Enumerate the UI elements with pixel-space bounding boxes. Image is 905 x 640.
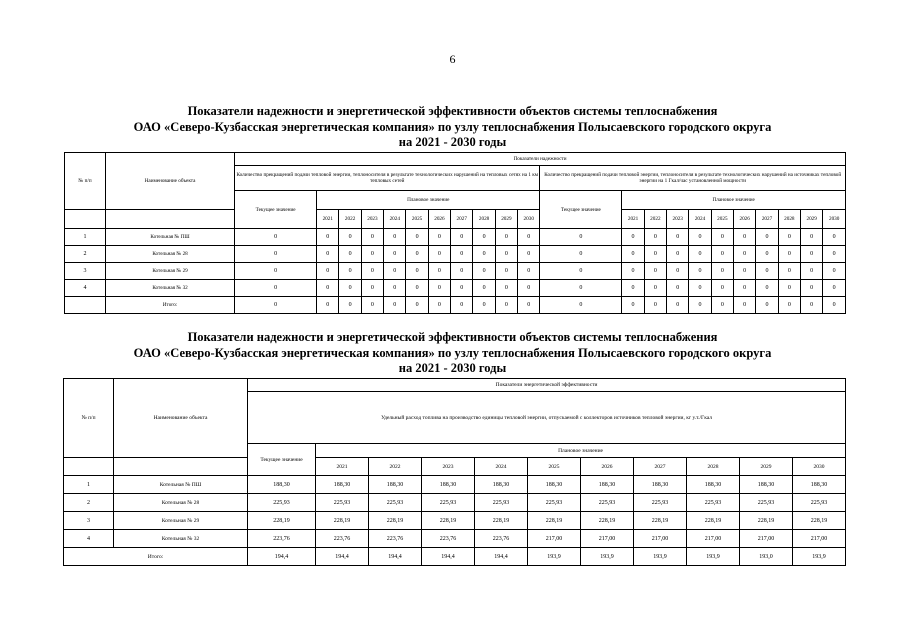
total-current: 0 [235, 296, 317, 313]
planned-value: 188,30 [634, 476, 687, 494]
total-value: 0 [801, 296, 823, 313]
planned-value: 0 [711, 263, 733, 280]
planned-value: 0 [801, 229, 823, 246]
row-number: 2 [64, 494, 114, 512]
planned-value: 228,19 [316, 512, 369, 530]
year-header: 2029 [495, 210, 517, 229]
title-line: Показатели надежности и энергетической эффективности объектов системы теплоснабжения [187, 330, 718, 344]
planned-value: 0 [689, 246, 711, 263]
title-line: ОАО «Северо-Кузбасская энергетическая компания» по узлу теплоснабжения Полысаевского городского округа [133, 345, 772, 360]
planned-value: 0 [667, 246, 689, 263]
row-number: 3 [64, 512, 114, 530]
planned-value: 225,93 [369, 494, 422, 512]
col-header-planned: Плановое значение [622, 191, 846, 210]
planned-value: 0 [406, 229, 428, 246]
planned-value: 188,30 [475, 476, 528, 494]
planned-value: 0 [317, 246, 339, 263]
year-header: 2027 [451, 210, 473, 229]
total-value: 193,9 [793, 548, 846, 566]
total-value: 0 [495, 296, 517, 313]
total-value: 0 [428, 296, 450, 313]
planned-value: 0 [428, 229, 450, 246]
object-name: Котельная № 29 [105, 263, 234, 280]
total-value: 0 [734, 296, 756, 313]
planned-value: 0 [384, 263, 406, 280]
table-row [65, 246, 846, 263]
planned-value: 0 [384, 229, 406, 246]
year-header: 2024 [689, 210, 711, 229]
planned-value: 0 [622, 263, 644, 280]
planned-value: 188,30 [793, 476, 846, 494]
year-header: 2023 [422, 458, 475, 476]
year-header: 2021 [316, 458, 369, 476]
col-header-object: Наименование объекта [105, 153, 234, 210]
object-name: Котельная № ПШ [114, 476, 248, 494]
planned-value: 225,93 [528, 494, 581, 512]
col-header-current: Текущее значение [235, 191, 317, 229]
object-name: Котельная № 28 [114, 494, 248, 512]
planned-value: 0 [473, 246, 495, 263]
year-header: 2023 [361, 210, 383, 229]
year-header: 2024 [384, 210, 406, 229]
planned-value: 0 [644, 246, 666, 263]
planned-value: 0 [622, 246, 644, 263]
planned-value: 0 [361, 280, 383, 297]
row-number: 2 [65, 246, 106, 263]
total-value: 0 [667, 296, 689, 313]
total-value: 0 [711, 296, 733, 313]
planned-value: 0 [518, 280, 540, 297]
current-value: 0 [235, 229, 317, 246]
planned-value: 0 [339, 263, 361, 280]
reliability-table [64, 152, 846, 314]
object-name: Котельная № 29 [114, 512, 248, 530]
planned-value: 0 [667, 263, 689, 280]
planned-value: 0 [518, 229, 540, 246]
planned-value: 0 [361, 263, 383, 280]
planned-value: 225,93 [793, 494, 846, 512]
planned-value: 0 [622, 229, 644, 246]
year-header: 2030 [793, 458, 846, 476]
row-number: 1 [65, 229, 106, 246]
planned-value: 228,19 [740, 512, 793, 530]
year-header: 2022 [339, 210, 361, 229]
planned-value: 188,30 [740, 476, 793, 494]
year-header: 2025 [406, 210, 428, 229]
planned-value: 0 [778, 263, 800, 280]
year-header: 2026 [581, 458, 634, 476]
planned-value: 0 [361, 246, 383, 263]
planned-value: 188,30 [528, 476, 581, 494]
current-value: 0 [540, 246, 622, 263]
planned-value: 0 [361, 229, 383, 246]
planned-value: 0 [778, 229, 800, 246]
total-value: 193,9 [687, 548, 740, 566]
planned-value: 0 [644, 229, 666, 246]
planned-value: 228,19 [369, 512, 422, 530]
planned-value: 0 [801, 263, 823, 280]
planned-value: 0 [823, 229, 846, 246]
planned-value: 0 [756, 246, 778, 263]
total-value: 0 [317, 296, 339, 313]
col-header-num: № п/п [65, 153, 106, 210]
col-header-current: Текущее значение [248, 444, 316, 476]
planned-value: 0 [473, 263, 495, 280]
object-name: Котельная № 32 [114, 530, 248, 548]
total-value: 0 [384, 296, 406, 313]
planned-value: 0 [778, 246, 800, 263]
total-value: 0 [756, 296, 778, 313]
planned-value: 228,19 [687, 512, 740, 530]
planned-value: 225,93 [422, 494, 475, 512]
total-value: 0 [339, 296, 361, 313]
planned-value: 188,30 [687, 476, 740, 494]
total-value: 193,9 [581, 548, 634, 566]
planned-value: 228,19 [634, 512, 687, 530]
row-number: 3 [65, 263, 106, 280]
planned-value: 228,19 [422, 512, 475, 530]
table-row [65, 280, 846, 297]
planned-value: 0 [384, 280, 406, 297]
planned-value: 0 [451, 263, 473, 280]
planned-value: 0 [756, 263, 778, 280]
planned-value: 0 [711, 280, 733, 297]
planned-value: 225,93 [475, 494, 528, 512]
planned-value: 0 [801, 280, 823, 297]
planned-value: 0 [406, 280, 428, 297]
current-value: 225,93 [248, 494, 316, 512]
planned-value: 0 [451, 246, 473, 263]
planned-value: 0 [756, 280, 778, 297]
planned-value: 223,76 [422, 530, 475, 548]
title-line: Показатели надежности и энергетической эффективности объектов системы теплоснабжения [187, 104, 718, 118]
empty-cell [64, 458, 114, 476]
total-value: 0 [451, 296, 473, 313]
planned-value: 217,00 [793, 530, 846, 548]
year-header: 2025 [711, 210, 733, 229]
planned-value: 223,76 [369, 530, 422, 548]
current-value: 0 [235, 246, 317, 263]
planned-value: 225,93 [634, 494, 687, 512]
year-header: 2027 [756, 210, 778, 229]
current-value: 0 [235, 280, 317, 297]
total-value: 193,9 [634, 548, 687, 566]
planned-value: 217,00 [634, 530, 687, 548]
total-current: 0 [540, 296, 622, 313]
planned-value: 0 [339, 229, 361, 246]
total-value: 193,0 [740, 548, 793, 566]
planned-value: 0 [778, 280, 800, 297]
planned-value: 225,93 [687, 494, 740, 512]
planned-value: 0 [667, 229, 689, 246]
planned-value: 0 [495, 229, 517, 246]
row-number: 4 [64, 530, 114, 548]
page-number: 6 [449, 52, 456, 66]
planned-value: 0 [644, 263, 666, 280]
year-header: 2021 [622, 210, 644, 229]
year-header: 2024 [475, 458, 528, 476]
total-label: Итого: [64, 548, 248, 566]
title-line: ОАО «Северо-Кузбасская энергетическая компания» по узлу теплоснабжения Полысаевского городского округа [133, 119, 772, 134]
planned-value: 0 [823, 280, 846, 297]
planned-value: 0 [667, 280, 689, 297]
planned-value: 0 [495, 263, 517, 280]
planned-value: 0 [317, 229, 339, 246]
planned-value: 0 [689, 263, 711, 280]
total-value: 194,4 [316, 548, 369, 566]
efficiency-table [63, 378, 846, 566]
planned-value: 225,93 [581, 494, 634, 512]
total-value: 0 [823, 296, 846, 313]
planned-value: 0 [406, 263, 428, 280]
total-value: 0 [689, 296, 711, 313]
col-header-current: Текущее значение [540, 191, 622, 229]
planned-value: 0 [689, 280, 711, 297]
year-header: 2023 [667, 210, 689, 229]
total-label: Итого: [105, 296, 234, 313]
planned-value: 225,93 [316, 494, 369, 512]
planned-value: 188,30 [369, 476, 422, 494]
table-row [64, 494, 846, 512]
year-header: 2026 [428, 210, 450, 229]
table-row [64, 530, 846, 548]
total-value: 194,4 [475, 548, 528, 566]
col-header-group: Удельный расход топлива на производство единицы тепловой энергии, отпускаемой с коллекторов источников тепловой энергии, кг у.т./Гкал [248, 392, 846, 444]
year-header: 2026 [734, 210, 756, 229]
total-value: 193,9 [528, 548, 581, 566]
planned-value: 217,00 [687, 530, 740, 548]
current-value: 0 [540, 229, 622, 246]
col-header-indicators: Показатели энергетической эффективности [248, 379, 846, 392]
col-header-num: № п/п [64, 379, 114, 458]
object-name: Котельная № ПШ [105, 229, 234, 246]
planned-value: 0 [756, 229, 778, 246]
total-row [64, 548, 846, 566]
year-header: 2028 [778, 210, 800, 229]
col-header-object: Наименование объекта [114, 379, 248, 458]
planned-value: 228,19 [581, 512, 634, 530]
total-value: 194,4 [369, 548, 422, 566]
year-header: 2028 [687, 458, 740, 476]
total-current: 194,4 [248, 548, 316, 566]
col-header-group2: Количество прекращений подачи тепловой энергии, теплоносителя в результате технологических нарушений на источниках тепловой энергии на 1 Гкал/час установленной мощности [540, 165, 846, 190]
planned-value: 228,19 [475, 512, 528, 530]
planned-value: 0 [428, 263, 450, 280]
planned-value: 0 [317, 263, 339, 280]
planned-value: 0 [711, 229, 733, 246]
planned-value: 0 [644, 280, 666, 297]
total-value: 0 [473, 296, 495, 313]
col-header-indicators: Показатели надежности [235, 153, 846, 166]
planned-value: 0 [428, 280, 450, 297]
total-value: 0 [644, 296, 666, 313]
table-row [64, 476, 846, 494]
col-header-planned: Плановое значение [316, 444, 846, 458]
empty-cell [114, 458, 248, 476]
planned-value: 188,30 [422, 476, 475, 494]
planned-value: 0 [622, 280, 644, 297]
table-row [65, 263, 846, 280]
planned-value: 188,30 [316, 476, 369, 494]
planned-value: 0 [339, 246, 361, 263]
planned-value: 0 [518, 263, 540, 280]
planned-value: 0 [406, 246, 428, 263]
planned-value: 0 [734, 263, 756, 280]
current-value: 0 [540, 280, 622, 297]
table-row [64, 512, 846, 530]
current-value: 228,19 [248, 512, 316, 530]
planned-value: 0 [451, 280, 473, 297]
year-header: 2025 [528, 458, 581, 476]
current-value: 0 [540, 263, 622, 280]
empty-cell [65, 296, 106, 313]
planned-value: 0 [495, 246, 517, 263]
table-row [65, 229, 846, 246]
planned-value: 0 [495, 280, 517, 297]
planned-value: 0 [734, 280, 756, 297]
object-name: Котельная № 28 [105, 246, 234, 263]
current-value: 188,30 [248, 476, 316, 494]
title-line: на 2021 - 2030 годы [398, 135, 507, 149]
title-line: на 2021 - 2030 годы [398, 361, 507, 375]
planned-value: 0 [473, 280, 495, 297]
total-value: 0 [361, 296, 383, 313]
row-number: 1 [64, 476, 114, 494]
year-header: 2028 [473, 210, 495, 229]
planned-value: 0 [689, 229, 711, 246]
planned-value: 217,00 [581, 530, 634, 548]
year-header: 2030 [823, 210, 846, 229]
planned-value: 0 [734, 229, 756, 246]
planned-value: 0 [711, 246, 733, 263]
year-header: 2022 [369, 458, 422, 476]
planned-value: 0 [823, 246, 846, 263]
efficiency-title [40, 330, 865, 377]
row-number: 4 [65, 280, 106, 297]
total-value: 0 [622, 296, 644, 313]
col-header-planned: Плановое значение [317, 191, 540, 210]
col-header-group1: Количество прекращений подачи тепловой энергии, теплоносителя в результате технологических нарушений на тепловых сетях на 1 км тепловых сетей [235, 165, 540, 190]
planned-value: 0 [317, 280, 339, 297]
planned-value: 228,19 [793, 512, 846, 530]
planned-value: 0 [823, 263, 846, 280]
empty-cell [105, 210, 234, 229]
planned-value: 0 [518, 246, 540, 263]
planned-value: 0 [801, 246, 823, 263]
total-row [65, 296, 846, 313]
planned-value: 225,93 [740, 494, 793, 512]
year-header: 2030 [518, 210, 540, 229]
total-value: 0 [778, 296, 800, 313]
empty-cell [65, 210, 106, 229]
planned-value: 223,76 [316, 530, 369, 548]
planned-value: 188,30 [581, 476, 634, 494]
planned-value: 0 [339, 280, 361, 297]
planned-value: 0 [451, 229, 473, 246]
planned-value: 0 [384, 246, 406, 263]
planned-value: 0 [734, 246, 756, 263]
current-value: 223,76 [248, 530, 316, 548]
planned-value: 217,00 [740, 530, 793, 548]
year-header: 2022 [644, 210, 666, 229]
planned-value: 223,76 [475, 530, 528, 548]
current-value: 0 [235, 263, 317, 280]
planned-value: 0 [428, 246, 450, 263]
year-header: 2029 [801, 210, 823, 229]
total-value: 0 [518, 296, 540, 313]
planned-value: 217,00 [528, 530, 581, 548]
planned-value: 0 [473, 229, 495, 246]
year-header: 2029 [740, 458, 793, 476]
planned-value: 228,19 [528, 512, 581, 530]
total-value: 0 [406, 296, 428, 313]
total-value: 194,4 [422, 548, 475, 566]
year-header: 2021 [317, 210, 339, 229]
reliability-title [40, 104, 865, 151]
year-header: 2027 [634, 458, 687, 476]
object-name: Котельная № 32 [105, 280, 234, 297]
